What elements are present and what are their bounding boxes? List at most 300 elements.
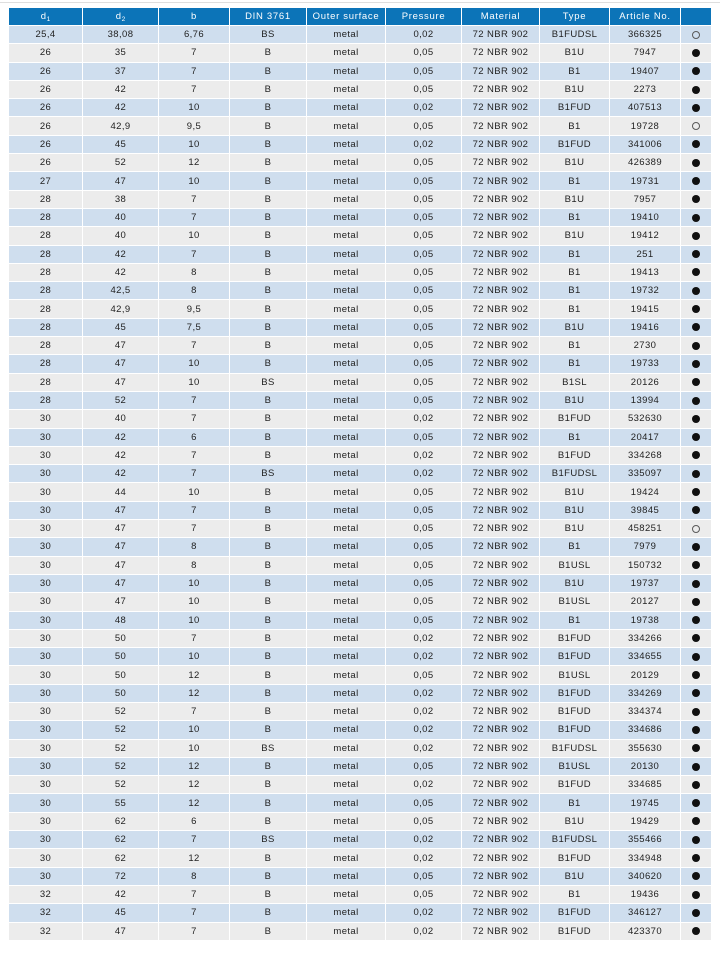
- cell-b: 10: [159, 374, 229, 391]
- cell-type: B1U: [540, 520, 609, 537]
- filled-dot-icon: [692, 763, 700, 771]
- cell-pressure: 0,05: [386, 429, 461, 446]
- cell-b: 6: [159, 429, 229, 446]
- cell-d2: 42: [83, 99, 158, 116]
- cell-pressure: 0,05: [386, 593, 461, 610]
- cell-type: B1FUD: [540, 685, 609, 702]
- cell-article_no: 20127: [610, 593, 680, 610]
- cell-din: B: [230, 227, 306, 244]
- cell-availability: [681, 410, 711, 427]
- cell-b: 6,76: [159, 26, 229, 43]
- cell-outer_surface: metal: [307, 447, 385, 464]
- table-row: [9, 319, 711, 336]
- cell-material: 72 NBR 902: [462, 904, 539, 921]
- cell-d2: 47: [83, 520, 158, 537]
- table-row: [9, 465, 711, 482]
- cell-article_no: 334686: [610, 721, 680, 738]
- cell-material: 72 NBR 902: [462, 538, 539, 555]
- table-row: [9, 246, 711, 263]
- cell-type: B1USL: [540, 557, 609, 574]
- cell-material: 72 NBR 902: [462, 740, 539, 757]
- cell-article_no: 407513: [610, 99, 680, 116]
- cell-article_no: 19737: [610, 575, 680, 592]
- cell-d1: 30: [9, 794, 82, 811]
- cell-material: 72 NBR 902: [462, 429, 539, 446]
- cell-d1: 30: [9, 612, 82, 629]
- cell-d1: 28: [9, 374, 82, 391]
- cell-pressure: 0,05: [386, 813, 461, 830]
- cell-material: 72 NBR 902: [462, 117, 539, 134]
- col-header-pressure: Pressure: [386, 8, 461, 25]
- cell-din: B: [230, 136, 306, 153]
- cell-d1: 30: [9, 776, 82, 793]
- cell-d2: 38,08: [83, 26, 158, 43]
- col-header-material: Material: [462, 8, 539, 25]
- cell-outer_surface: metal: [307, 117, 385, 134]
- cell-din: B: [230, 904, 306, 921]
- col-header-din-3761: DIN 3761: [230, 8, 306, 25]
- table-row: [9, 721, 711, 738]
- open-dot-icon: [692, 525, 700, 533]
- cell-outer_surface: metal: [307, 502, 385, 519]
- table-row: [9, 849, 711, 866]
- cell-pressure: 0,02: [386, 465, 461, 482]
- cell-d2: 42,9: [83, 300, 158, 317]
- cell-availability: [681, 227, 711, 244]
- cell-article_no: 13994: [610, 392, 680, 409]
- cell-material: 72 NBR 902: [462, 136, 539, 153]
- table-row: [9, 447, 711, 464]
- filled-dot-icon: [692, 415, 700, 423]
- cell-din: B: [230, 813, 306, 830]
- cell-article_no: 334948: [610, 849, 680, 866]
- cell-material: 72 NBR 902: [462, 776, 539, 793]
- cell-d2: 48: [83, 612, 158, 629]
- filled-dot-icon: [692, 927, 700, 935]
- cell-din: B: [230, 630, 306, 647]
- filled-dot-icon: [692, 561, 700, 569]
- cell-b: 8: [159, 868, 229, 885]
- table-row: [9, 666, 711, 683]
- cell-availability: [681, 721, 711, 738]
- table-row: [9, 392, 711, 409]
- cell-type: B1: [540, 246, 609, 263]
- cell-material: 72 NBR 902: [462, 172, 539, 189]
- cell-article_no: 19415: [610, 300, 680, 317]
- cell-d1: 30: [9, 593, 82, 610]
- cell-d2: 47: [83, 355, 158, 372]
- cell-b: 7: [159, 703, 229, 720]
- cell-article_no: 7979: [610, 538, 680, 555]
- cell-d1: 30: [9, 447, 82, 464]
- cell-b: 10: [159, 648, 229, 665]
- cell-b: 10: [159, 355, 229, 372]
- cell-d2: 52: [83, 758, 158, 775]
- cell-d2: 44: [83, 483, 158, 500]
- cell-outer_surface: metal: [307, 740, 385, 757]
- cell-pressure: 0,05: [386, 209, 461, 226]
- cell-pressure: 0,05: [386, 81, 461, 98]
- cell-d1: 30: [9, 630, 82, 647]
- cell-d2: 47: [83, 502, 158, 519]
- cell-outer_surface: metal: [307, 246, 385, 263]
- cell-d2: 45: [83, 136, 158, 153]
- col-header-b: b: [159, 8, 229, 25]
- cell-type: B1: [540, 538, 609, 555]
- cell-d1: 30: [9, 703, 82, 720]
- cell-article_no: 334655: [610, 648, 680, 665]
- cell-type: B1FUD: [540, 136, 609, 153]
- table-row: [9, 483, 711, 500]
- cell-din: B: [230, 447, 306, 464]
- cell-material: 72 NBR 902: [462, 410, 539, 427]
- table-row: [9, 776, 711, 793]
- cell-b: 7: [159, 831, 229, 848]
- cell-d2: 40: [83, 410, 158, 427]
- cell-material: 72 NBR 902: [462, 81, 539, 98]
- cell-article_no: 346127: [610, 904, 680, 921]
- cell-availability: [681, 502, 711, 519]
- cell-d2: 47: [83, 575, 158, 592]
- cell-b: 8: [159, 538, 229, 555]
- cell-d2: 62: [83, 831, 158, 848]
- cell-type: B1USL: [540, 593, 609, 610]
- cell-din: B: [230, 300, 306, 317]
- cell-outer_surface: metal: [307, 191, 385, 208]
- cell-outer_surface: metal: [307, 685, 385, 702]
- cell-d1: 30: [9, 685, 82, 702]
- cell-outer_surface: metal: [307, 593, 385, 610]
- cell-material: 72 NBR 902: [462, 246, 539, 263]
- cell-outer_surface: metal: [307, 337, 385, 354]
- cell-pressure: 0,05: [386, 557, 461, 574]
- cell-type: B1U: [540, 319, 609, 336]
- cell-outer_surface: metal: [307, 794, 385, 811]
- cell-d2: 42: [83, 465, 158, 482]
- cell-outer_surface: metal: [307, 666, 385, 683]
- cell-article_no: 19429: [610, 813, 680, 830]
- filled-dot-icon: [692, 195, 700, 203]
- cell-availability: [681, 666, 711, 683]
- table-row: [9, 630, 711, 647]
- cell-b: 10: [159, 99, 229, 116]
- cell-pressure: 0,02: [386, 630, 461, 647]
- table-row: [9, 758, 711, 775]
- filled-dot-icon: [692, 580, 700, 588]
- cell-d1: 28: [9, 246, 82, 263]
- cell-availability: [681, 685, 711, 702]
- cell-b: 7: [159, 392, 229, 409]
- cell-b: 7: [159, 520, 229, 537]
- cell-b: 10: [159, 721, 229, 738]
- cell-din: B: [230, 355, 306, 372]
- cell-type: B1: [540, 612, 609, 629]
- cell-b: 7: [159, 410, 229, 427]
- cell-availability: [681, 868, 711, 885]
- cell-material: 72 NBR 902: [462, 209, 539, 226]
- cell-availability: [681, 246, 711, 263]
- table-row: [9, 703, 711, 720]
- cell-d1: 26: [9, 99, 82, 116]
- cell-din: B: [230, 557, 306, 574]
- filled-dot-icon: [692, 726, 700, 734]
- cell-d1: 26: [9, 117, 82, 134]
- cell-d2: 42: [83, 429, 158, 446]
- cell-availability: [681, 557, 711, 574]
- cell-outer_surface: metal: [307, 355, 385, 372]
- cell-outer_surface: metal: [307, 483, 385, 500]
- cell-outer_surface: metal: [307, 154, 385, 171]
- cell-d1: 30: [9, 483, 82, 500]
- cell-type: B1: [540, 209, 609, 226]
- col-header-availability: [681, 8, 711, 25]
- cell-availability: [681, 593, 711, 610]
- cell-pressure: 0,05: [386, 374, 461, 391]
- cell-d2: 47: [83, 538, 158, 555]
- cell-din: B: [230, 483, 306, 500]
- cell-b: 9,5: [159, 117, 229, 134]
- cell-pressure: 0,02: [386, 410, 461, 427]
- cell-d1: 30: [9, 831, 82, 848]
- cell-d1: 32: [9, 923, 82, 940]
- table-row: [9, 355, 711, 372]
- cell-d2: 72: [83, 868, 158, 885]
- product-table: [8, 7, 712, 941]
- cell-outer_surface: metal: [307, 63, 385, 80]
- cell-material: 72 NBR 902: [462, 227, 539, 244]
- table-row: [9, 264, 711, 281]
- cell-outer_surface: metal: [307, 849, 385, 866]
- cell-availability: [681, 740, 711, 757]
- cell-din: BS: [230, 831, 306, 848]
- cell-b: 12: [159, 666, 229, 683]
- col-header-type: Type: [540, 8, 609, 25]
- cell-material: 72 NBR 902: [462, 593, 539, 610]
- cell-d1: 32: [9, 886, 82, 903]
- table-row: [9, 154, 711, 171]
- table-row: [9, 44, 711, 61]
- cell-material: 72 NBR 902: [462, 868, 539, 885]
- cell-b: 8: [159, 264, 229, 281]
- cell-type: B1: [540, 117, 609, 134]
- cell-availability: [681, 630, 711, 647]
- cell-pressure: 0,05: [386, 758, 461, 775]
- cell-article_no: 423370: [610, 923, 680, 940]
- cell-outer_surface: metal: [307, 300, 385, 317]
- cell-type: B1FUD: [540, 447, 609, 464]
- cell-b: 12: [159, 685, 229, 702]
- cell-article_no: 2273: [610, 81, 680, 98]
- cell-material: 72 NBR 902: [462, 26, 539, 43]
- cell-d2: 55: [83, 794, 158, 811]
- cell-d2: 50: [83, 685, 158, 702]
- cell-din: BS: [230, 26, 306, 43]
- cell-d2: 52: [83, 154, 158, 171]
- cell-d1: 30: [9, 429, 82, 446]
- cell-d1: 26: [9, 44, 82, 61]
- cell-type: B1U: [540, 575, 609, 592]
- cell-d1: 26: [9, 63, 82, 80]
- cell-material: 72 NBR 902: [462, 575, 539, 592]
- cell-article_no: 7947: [610, 44, 680, 61]
- table-row: [9, 63, 711, 80]
- cell-type: B1: [540, 355, 609, 372]
- cell-b: 10: [159, 483, 229, 500]
- cell-material: 72 NBR 902: [462, 392, 539, 409]
- cell-availability: [681, 63, 711, 80]
- cell-type: B1U: [540, 44, 609, 61]
- table-row: [9, 172, 711, 189]
- cell-material: 72 NBR 902: [462, 374, 539, 391]
- cell-outer_surface: metal: [307, 904, 385, 921]
- cell-availability: [681, 849, 711, 866]
- cell-outer_surface: metal: [307, 612, 385, 629]
- cell-article_no: 39845: [610, 502, 680, 519]
- cell-din: B: [230, 319, 306, 336]
- cell-d1: 28: [9, 191, 82, 208]
- cell-material: 72 NBR 902: [462, 794, 539, 811]
- cell-d2: 47: [83, 593, 158, 610]
- cell-pressure: 0,02: [386, 831, 461, 848]
- cell-b: 7: [159, 886, 229, 903]
- cell-pressure: 0,05: [386, 63, 461, 80]
- cell-article_no: 19733: [610, 355, 680, 372]
- cell-outer_surface: metal: [307, 538, 385, 555]
- cell-type: B1FUD: [540, 630, 609, 647]
- cell-b: 12: [159, 154, 229, 171]
- cell-pressure: 0,02: [386, 26, 461, 43]
- filled-dot-icon: [692, 689, 700, 697]
- cell-article_no: 20126: [610, 374, 680, 391]
- table-row: [9, 410, 711, 427]
- cell-type: B1FUD: [540, 904, 609, 921]
- cell-b: 10: [159, 172, 229, 189]
- cell-b: 7: [159, 904, 229, 921]
- cell-outer_surface: metal: [307, 319, 385, 336]
- cell-outer_surface: metal: [307, 813, 385, 830]
- cell-material: 72 NBR 902: [462, 666, 539, 683]
- cell-availability: [681, 264, 711, 281]
- cell-din: B: [230, 868, 306, 885]
- cell-pressure: 0,02: [386, 923, 461, 940]
- cell-din: B: [230, 154, 306, 171]
- cell-availability: [681, 282, 711, 299]
- cell-material: 72 NBR 902: [462, 337, 539, 354]
- cell-pressure: 0,05: [386, 868, 461, 885]
- cell-din: B: [230, 648, 306, 665]
- cell-d2: 62: [83, 813, 158, 830]
- cell-din: B: [230, 191, 306, 208]
- cell-article_no: 341006: [610, 136, 680, 153]
- cell-d2: 47: [83, 923, 158, 940]
- cell-outer_surface: metal: [307, 392, 385, 409]
- cell-d1: 30: [9, 813, 82, 830]
- cell-b: 10: [159, 740, 229, 757]
- cell-din: B: [230, 81, 306, 98]
- cell-article_no: 334269: [610, 685, 680, 702]
- cell-article_no: 20130: [610, 758, 680, 775]
- cell-b: 10: [159, 593, 229, 610]
- cell-material: 72 NBR 902: [462, 648, 539, 665]
- cell-b: 12: [159, 794, 229, 811]
- cell-d1: 30: [9, 666, 82, 683]
- cell-d1: 28: [9, 209, 82, 226]
- cell-d1: 26: [9, 136, 82, 153]
- cell-din: B: [230, 392, 306, 409]
- cell-material: 72 NBR 902: [462, 300, 539, 317]
- cell-type: B1: [540, 63, 609, 80]
- cell-material: 72 NBR 902: [462, 520, 539, 537]
- cell-din: B: [230, 685, 306, 702]
- cell-article_no: 19410: [610, 209, 680, 226]
- cell-pressure: 0,05: [386, 172, 461, 189]
- cell-type: B1FUD: [540, 703, 609, 720]
- filled-dot-icon: [692, 506, 700, 514]
- cell-type: B1: [540, 794, 609, 811]
- cell-d2: 47: [83, 374, 158, 391]
- cell-pressure: 0,05: [386, 392, 461, 409]
- filled-dot-icon: [692, 250, 700, 258]
- cell-availability: [681, 81, 711, 98]
- cell-d1: 30: [9, 758, 82, 775]
- cell-d2: 35: [83, 44, 158, 61]
- filled-dot-icon: [692, 488, 700, 496]
- cell-d2: 40: [83, 209, 158, 226]
- cell-b: 12: [159, 758, 229, 775]
- cell-type: B1FUD: [540, 721, 609, 738]
- cell-d2: 52: [83, 703, 158, 720]
- cell-article_no: 19728: [610, 117, 680, 134]
- table-row: [9, 191, 711, 208]
- cell-b: 7: [159, 447, 229, 464]
- cell-article_no: 334685: [610, 776, 680, 793]
- cell-article_no: 7957: [610, 191, 680, 208]
- cell-availability: [681, 923, 711, 940]
- filled-dot-icon: [692, 799, 700, 807]
- filled-dot-icon: [692, 214, 700, 222]
- cell-material: 72 NBR 902: [462, 923, 539, 940]
- cell-b: 7: [159, 246, 229, 263]
- table-row: [9, 794, 711, 811]
- cell-b: 7: [159, 923, 229, 940]
- cell-d1: 28: [9, 227, 82, 244]
- cell-type: B1FUD: [540, 849, 609, 866]
- filled-dot-icon: [692, 470, 700, 478]
- cell-availability: [681, 831, 711, 848]
- cell-availability: [681, 136, 711, 153]
- cell-material: 72 NBR 902: [462, 685, 539, 702]
- cell-din: B: [230, 209, 306, 226]
- cell-outer_surface: metal: [307, 264, 385, 281]
- cell-article_no: 532630: [610, 410, 680, 427]
- filled-dot-icon: [692, 671, 700, 679]
- cell-d2: 42: [83, 447, 158, 464]
- cell-availability: [681, 794, 711, 811]
- cell-pressure: 0,05: [386, 300, 461, 317]
- cell-din: B: [230, 776, 306, 793]
- cell-material: 72 NBR 902: [462, 264, 539, 281]
- cell-outer_surface: metal: [307, 26, 385, 43]
- cell-din: BS: [230, 374, 306, 391]
- cell-din: BS: [230, 740, 306, 757]
- cell-type: B1: [540, 282, 609, 299]
- cell-outer_surface: metal: [307, 227, 385, 244]
- cell-pressure: 0,05: [386, 319, 461, 336]
- cell-outer_surface: metal: [307, 99, 385, 116]
- cell-d2: 50: [83, 666, 158, 683]
- cell-article_no: 19407: [610, 63, 680, 80]
- cell-material: 72 NBR 902: [462, 483, 539, 500]
